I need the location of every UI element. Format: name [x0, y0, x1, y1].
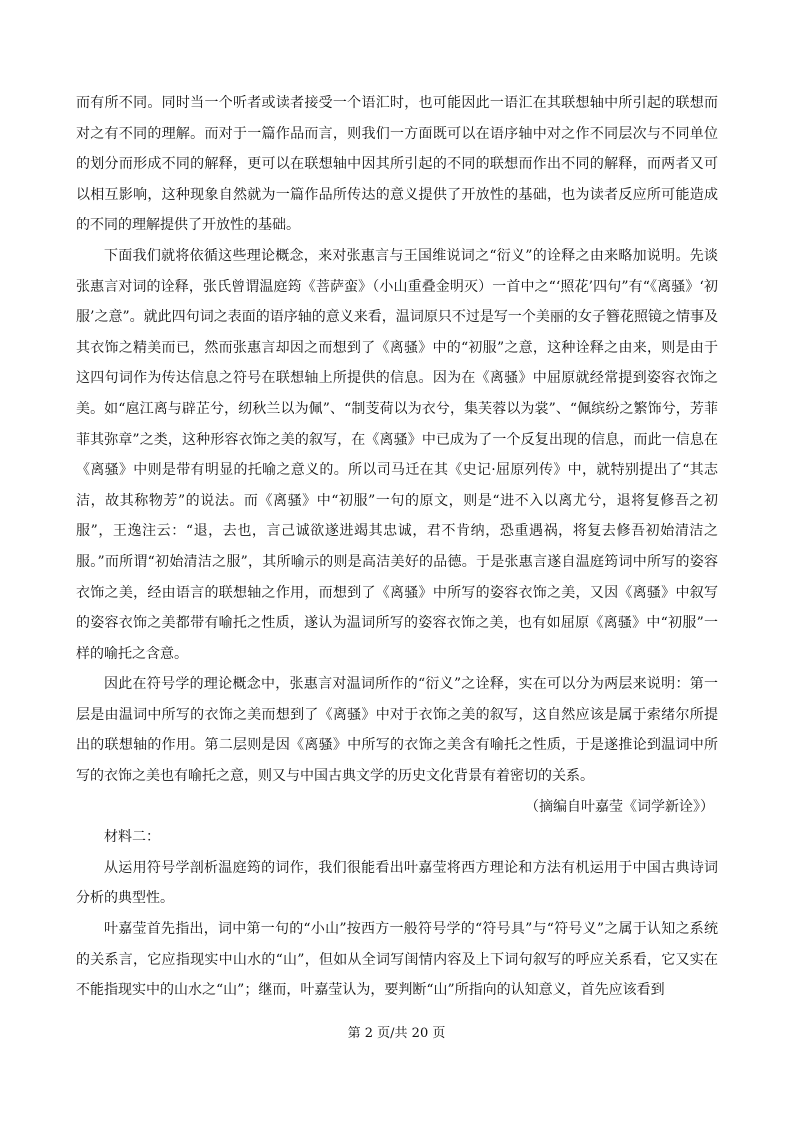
page-number: 第 2 页/共 20 页 — [347, 1026, 446, 1041]
paragraph-two-layers: 因此在符号学的理论概念中，张惠言对温词所作的“衍义”之诠释，实在可以分为两层来说明：第一层是由温词中所写的衣饰之美而想到了《离骚》中对于衣饰之美的叙写，这自然应该是属于索绪尔所提出的联想轴的作用。第二层则是因《离骚》中所写的衣饰之美含有喻托之性质，于是遂推论到温词中所写的衣饰之美也有喻托之意，则又与中国古典文学的历史文化背景有着密切的关系。 — [76, 676, 718, 785]
source-citation: （摘编自叶嘉莹《词学新诠》） — [525, 798, 714, 815]
paragraph-zhang-huiyan-interpretation: 下面我们就将依循这些理论概念，来对张惠言与王国维说词之“衍义”的诠释之由来略加说明。先谈张惠言对词的诠释，张氏曾谓温庭筠《菩萨蛮》（小山重叠金明灭）一首中之“‘照花’四句”有“《离骚》‘初服’之意”。就此四句词之表面的语序轴的意义来看，温词原只不过是写一个美丽的女子簪花照镜之情事及其衣饰之精美而已，然而张惠言却因之而想到了《离骚》中的“初服”之意，这种诠释之由来，则是由于这四句词作为传达信息之符号在联想轴上所提供的信息。因为在《离骚》中屈原就经常提到姿容衣饰之美。如“扈江离与辟芷兮，纫秋兰以为佩”、“制芰荷以为衣兮，集芙蓉以为裳”、“佩缤纷之繁饰兮，芳菲菲其弥章”之类，这种形容衣饰之美的叙写，在《离骚》中已成为了一个反复出现的信息，而此一信息在《离骚》中则是带有明显的托喻之意义的。所以司马迁在其《史记·屈原列传》中，就特别提出了“其志洁，故其称物芳”的说法。而《离骚》中“初服”一句的原文，则是“进不入以离尤兮，退将复修吾之初服”，王逸注云：“退，去也，言己诚欲遂进竭其忠诚，君不肯纳，恐重遇祸，将复去修吾初始清洁之服。”而所谓“初始清洁之服”，其所喻示的则是高洁美好的品德。于是张惠言遂自温庭筠词中所写的姿容衣饰之美，经由语言的联想轴之作用，而想到了《离骚》中所写的姿容衣饰之美，又因《离骚》中叙写的姿容衣饰之美都带有喻托之性质，遂认为温词所写的姿容衣饰之美，也有如屈原《离骚》中“初服”一样的喻托之含意。 — [76, 247, 718, 662]
paragraph-xiaoshan-analysis: 叶嘉莹首先指出，词中第一句的“小山”按西方一般符号学的“符号具”与“符号义”之属于认知之系统的关系言，它应指现实中山水的“山”，但如从全词写闺情内容及上下词句叙写的呼应关系看，它又实在不能指现实中的山水之“山”；继而，叶嘉莹认为，要判断“山”所指向的认知意义，首先应该看到 — [76, 921, 718, 999]
document-body — [76, 88, 718, 1006]
material-two-heading: 材料二： — [104, 829, 160, 846]
paragraph-continuation: 而有所不同。同时当一个听者或读者接受一个语汇时，也可能因此一语汇在其联想轴中所引起的联想而对之有不同的理解。而对于一篇作品而言，则我们一方面既可以在语序轴中对之作不同层次与不同单位的划分而形成不同的解释，更可以在联想轴中因其所引起的不同的联想而作出不同的解释，而两者又可以相互影响，这种现象自然就为一篇作品所传达的意义提供了开放性的基础，也为读者反应所可能造成的不同的理解提供了开放性的基础。 — [76, 95, 718, 234]
paragraph-semiotics-analysis: 从运用符号学剖析温庭筠的词作，我们很能看出叶嘉莹将西方理论和方法有机运用于中国古典诗词分析的典型性。 — [76, 859, 718, 907]
